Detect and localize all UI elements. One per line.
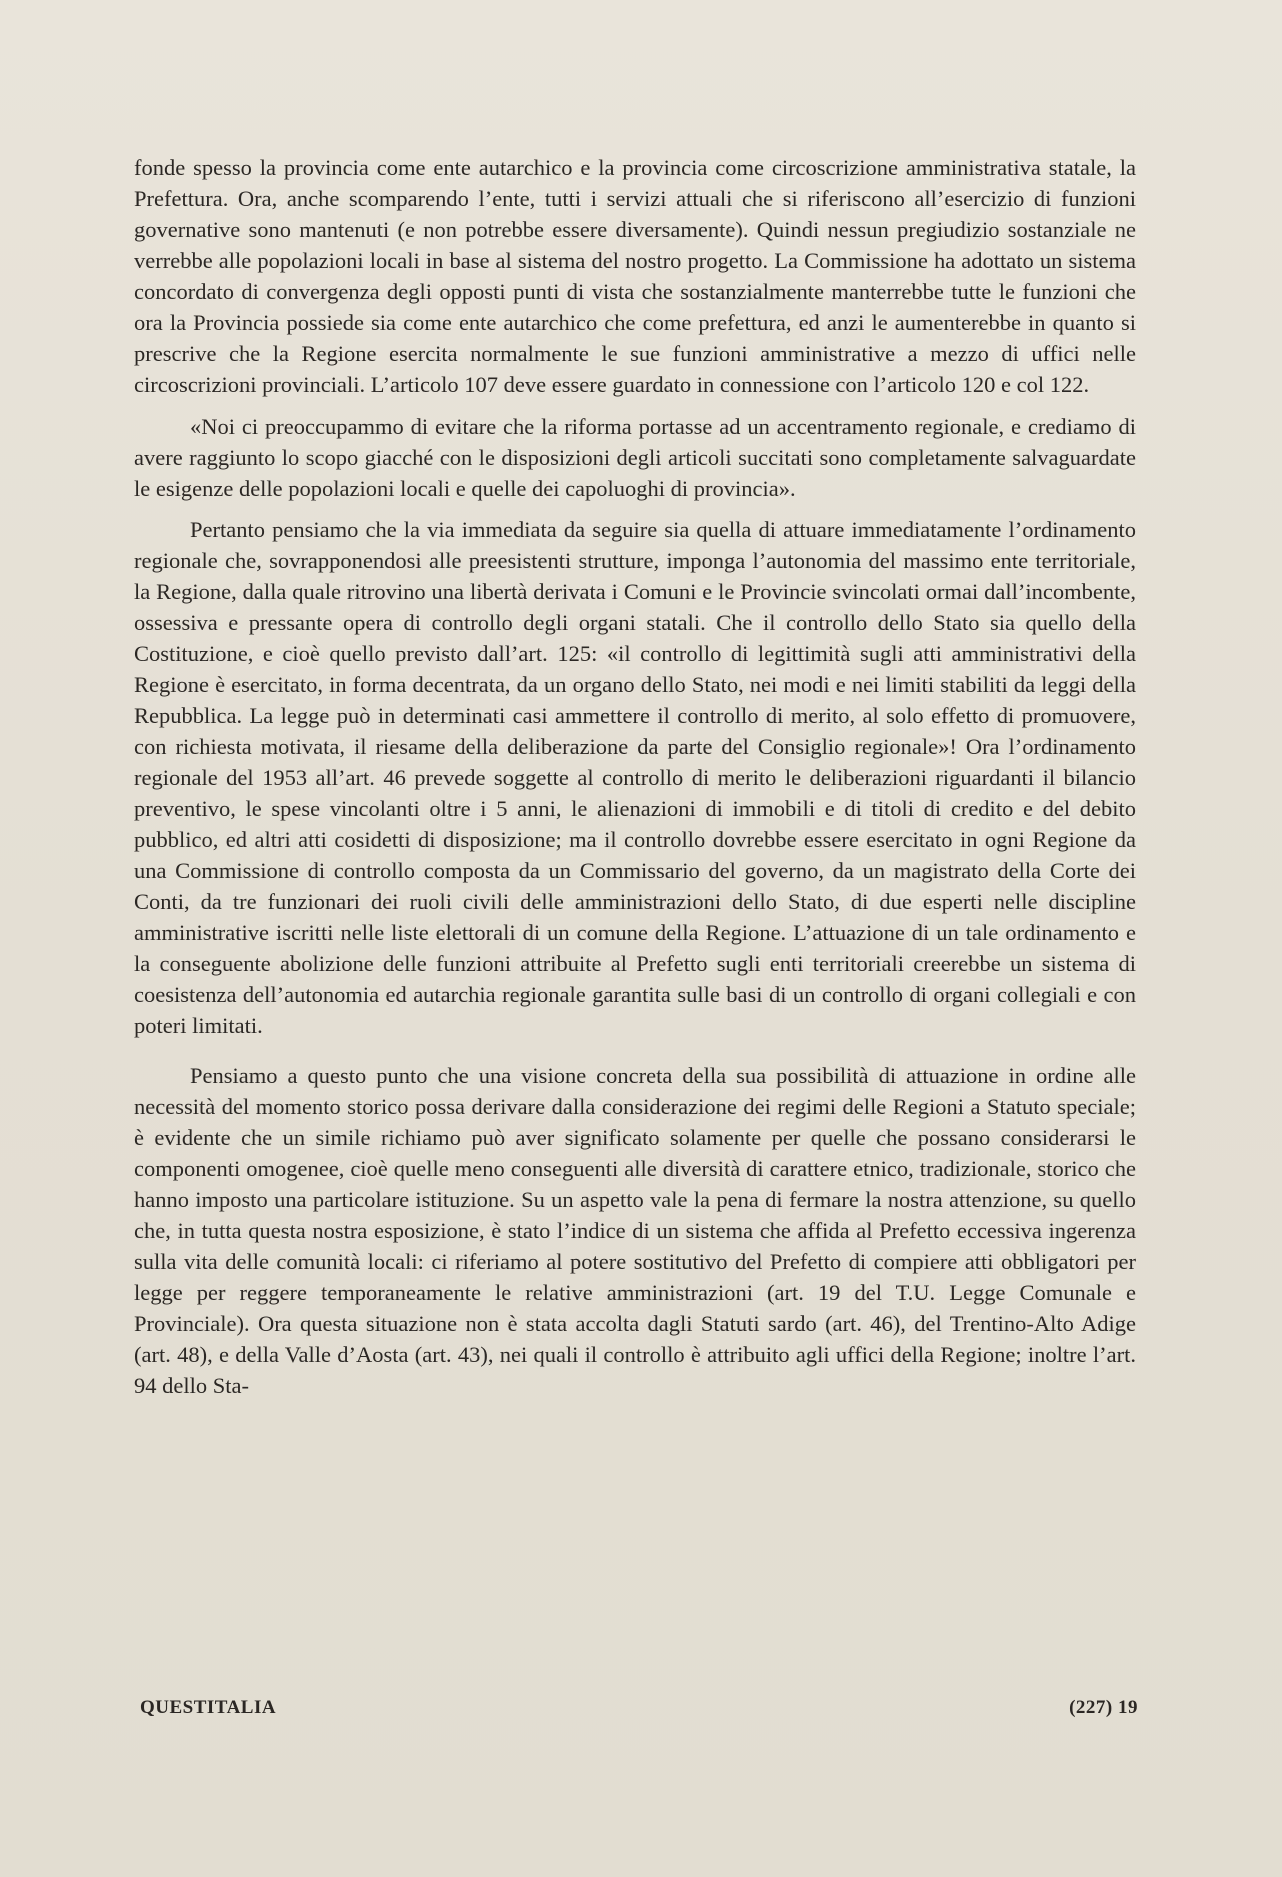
paragraph-4: Pensiamo a questo punto che una visione concreta della sua possibilità di attuazione in ordine alle necessità del momento storico possa derivare dalla considerazione dei regimi delle Regioni a Statuto speciale; è evidente che un simile richiamo può aver significato solamente per quelle che possano considerarsi le componenti omogenee, cioè quelle meno conseguenti alle diversità di carattere etnico, tradizionale, storico che hanno imposto una particolare istituzione. Su un aspetto vale la pena di fermare la nostra attenzione, su quello che, in tutta questa nostra esposizione, è stato l’indice di un sistema che affida al Prefetto eccessiva ingerenza sulla vita delle comunità locali: ci riferiamo al potere sostitutivo del Prefetto di compiere atti obbligatori per legge per reggere temporaneamente le relative amministrazioni (art. 19 del T.U. Legge Comunale e Provinciale). Ora questa situazione non è stata accolta dagli Statuti sardo (art. 46), del Trentino-Alto Adige (art. 48), e della Valle d’Aosta (art. 43), nei quali il controllo è attribuito agli uffici della Regione; inoltre l’art. 94 dello Sta-: [134, 1063, 1136, 1398]
paragraph-2-quote: «Noi ci preoccupammo di evitare che la riforma portasse ad un accentramento regionale, e crediamo di avere raggiunto lo scopo giacché con le disposizioni degli articoli succitati sono completamente salvaguardate le esigenze delle popolazioni locali e quelle dei capoluoghi di provincia».: [134, 414, 1136, 501]
journal-title: QUESTITALIA: [140, 1697, 277, 1718]
page-number: (227) 19: [1069, 1697, 1138, 1718]
paragraph-3: Pertanto pensiamo che la via immediata da seguire sia quella di attuare immediatamente l’ordinamento regionale che, sovrapponendosi alle preesistenti strutture, imponga l’autonomia del massimo ente territoriale, la Regione, dalla quale ritrovino una libertà derivata i Comuni e le Provincie svincolati ormai dall’incombente, ossessiva e pressante opera di controllo degli organi statali. Che il controllo dello Stato sia quello della Costituzione, e cioè quello previsto dall’art. 125: «il controllo di legittimità sugli atti amministrativi della Regione è esercitato, in forma decentrata, da un organo dello Stato, nei modi e nei limiti stabiliti da leggi della Repubblica. La legge può in determinati casi ammettere il controllo di merito, al solo effetto di promuovere, con richiesta motivata, il riesame della deliberazione da parte del Consiglio regionale»! Ora l’ordinamento regionale del 1953 all’art. 46 prevede soggette al controllo di merito le deliberazioni riguardanti il bilancio preventivo, le spese vincolanti oltre i 5 anni, le alienazioni di immobili e di titoli di credito e del debito pubblico, ed altri atti cosidetti di disposizione; ma il controllo dovrebbe essere esercitato in ogni Regione da una Commissione di controllo composta da un Commissario del governo, da un magistrato della Corte dei Conti, da tre funzionari dei ruoli civili delle amministrazioni dello Stato, di due esperti nelle discipline amministrative iscritti nelle liste elettorali di un comune della Regione. L’attuazione di un tale ordinamento e la conseguente abolizione delle funzioni attribuite al Prefetto sugli enti territoriali creerebbe un sistema di coesistenza dell’autonomia ed autarchia regionale garantita sulle basi di un controllo di organi collegiali e con poteri limitati.: [134, 517, 1136, 1038]
body-text: [134, 152, 1136, 1401]
paragraph-1: fonde spesso la provincia come ente autarchico e la provincia come circoscrizione amministrativa statale, la Prefettura. Ora, anche scomparendo l’ente, tutti i servizi attuali che si riferiscono all’esercizio di funzioni governative sono mantenuti (e non potrebbe essere diversamente). Quindi nessun pregiudizio sostanziale ne verrebbe alle popolazioni locali in base al sistema del nostro progetto. La Commissione ha adottato un sistema concordato di convergenza degli opposti punti di vista che sostanzialmente manterrebbe tutte le funzioni che ora la Provincia possiede sia come ente autarchico che come prefettura, ed anzi le aumenterebbe in quanto si prescrive che la Regione esercita normalmente le sue funzioni amministrative a mezzo di uffici nelle circoscrizioni provinciali. L’articolo 107 deve essere guardato in connessione con l’articolo 120 e col 122.: [134, 155, 1136, 397]
